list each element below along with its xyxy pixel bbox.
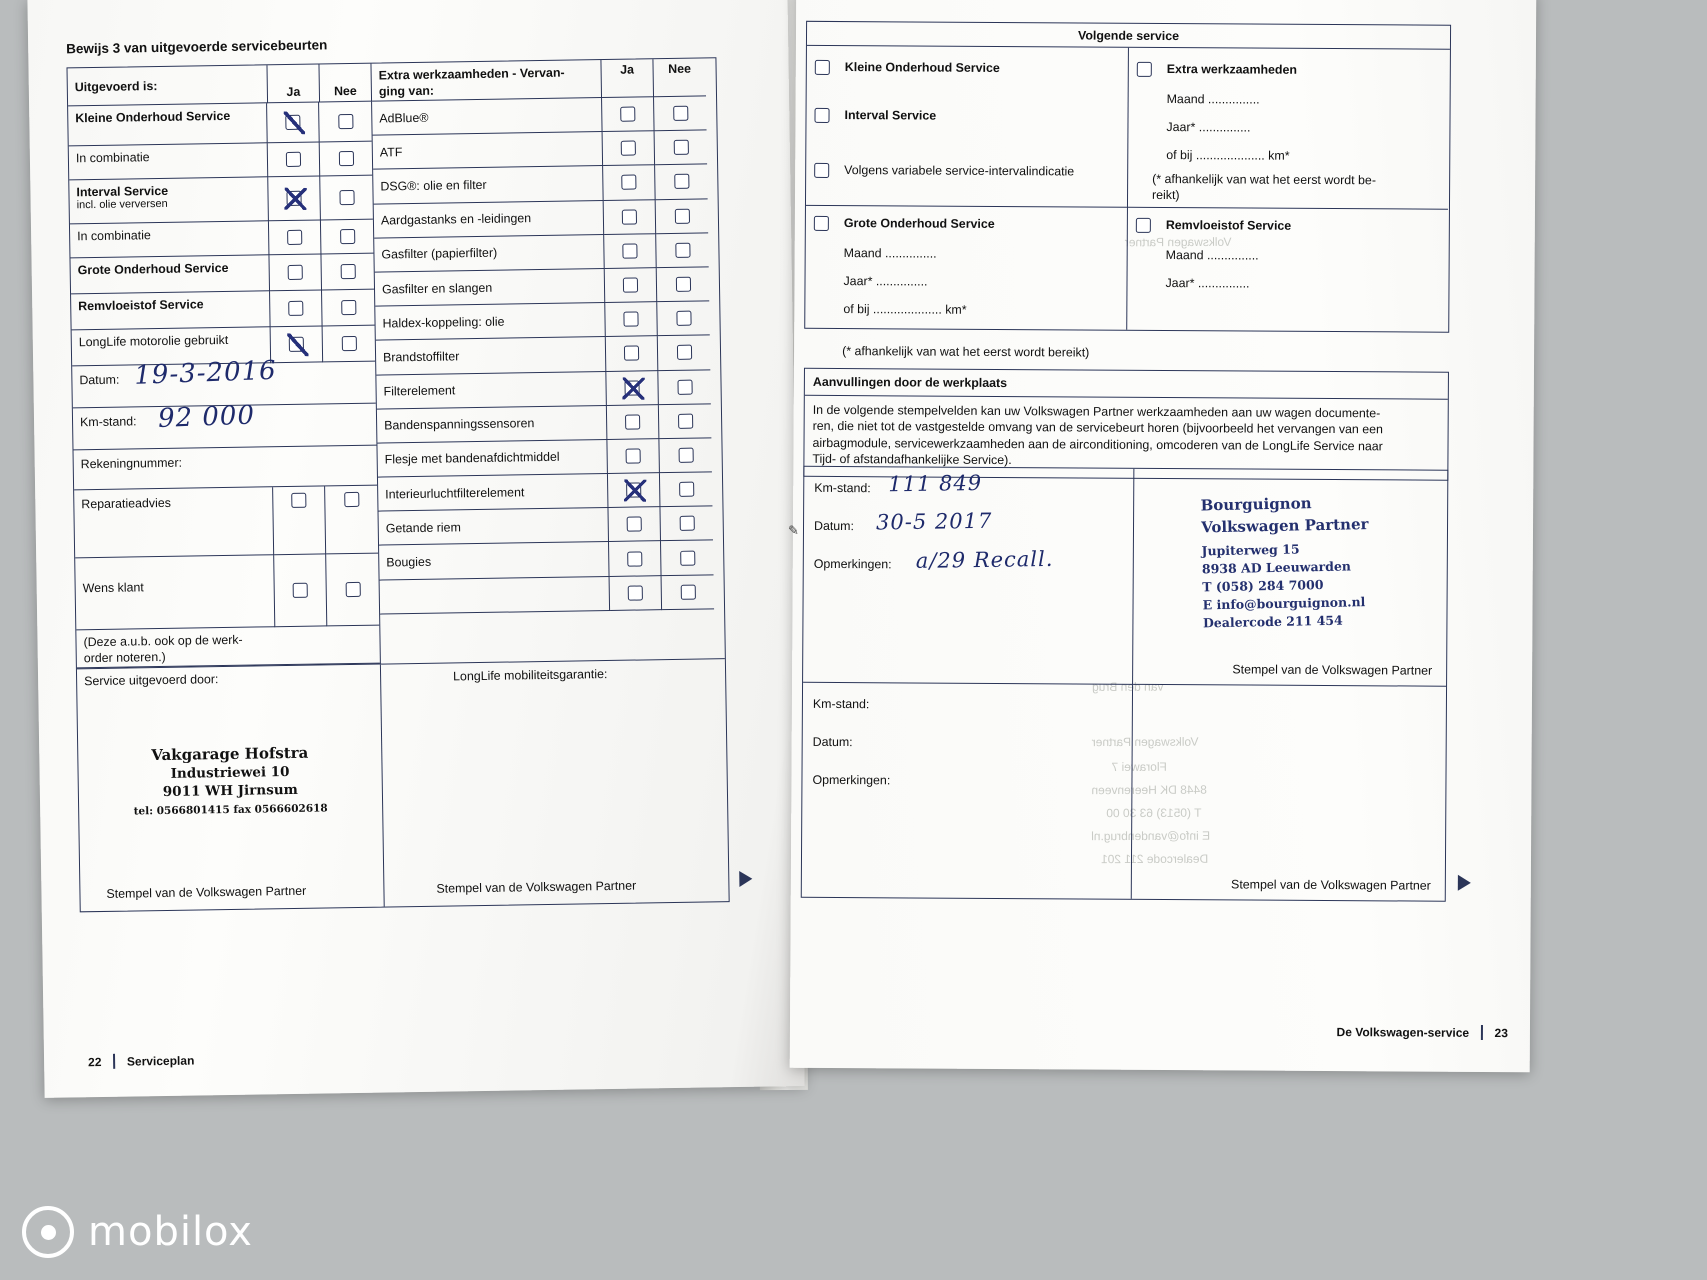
checkbox[interactable] <box>338 114 353 129</box>
reparatieadvies-nee[interactable] <box>325 486 378 555</box>
checkbox[interactable] <box>345 582 360 597</box>
entry2-km-label[interactable]: Km-stand: <box>812 696 870 712</box>
header-ja-2: Ja <box>601 59 654 98</box>
header-extra: Extra werkzaamheden - Vervan- ging van: <box>371 60 602 102</box>
header-nee-2: Nee <box>653 58 706 97</box>
aanvullingen-title: Aanvullingen door de werkplaats <box>805 369 1448 400</box>
checkbox-cell-ja[interactable] <box>603 131 656 166</box>
garage-stamp <box>78 743 382 819</box>
checkbox-cell-ja[interactable] <box>602 97 655 132</box>
extra-work-label: Flesje met bandenafdichtmiddel <box>384 450 560 467</box>
right-half <box>372 96 725 663</box>
extra-work-label-cell <box>373 132 604 170</box>
checkbox-cell-ja[interactable] <box>603 166 656 201</box>
entry1-km-value: 111 849 <box>888 470 983 497</box>
checkbox-remvloeistof[interactable] <box>1136 218 1151 238</box>
checkbox-cell-ja[interactable] <box>268 142 320 177</box>
ghost-text: Volkswagen Partner <box>1091 734 1199 750</box>
header-uitgevoerd: Uitgevoerd is: <box>68 65 269 106</box>
field-row <box>74 446 378 491</box>
checkbox-extra-werkzaamheden[interactable] <box>1137 62 1152 82</box>
right-footer-label: De Volkswagen-service <box>1336 1024 1470 1040</box>
stamp-caption-left: Stempel van de Volkswagen Partner <box>106 883 307 901</box>
extra-work-label-cell <box>376 371 607 409</box>
longlife-mobiliteit-label: LongLife mobiliteitsgarantie: <box>452 667 608 684</box>
extra-work-row <box>377 404 721 444</box>
header-ja: Ja <box>267 64 320 103</box>
extra-work-label-cell <box>375 269 606 307</box>
remvloeistof-jaar: Jaar* ............... <box>1165 276 1250 291</box>
extra-work-label-cell <box>379 542 610 580</box>
checkbox-cell-nee[interactable] <box>319 102 371 143</box>
dealer-name-2: Volkswagen Partner <box>1200 514 1369 537</box>
checkbox-interval-service[interactable] <box>814 108 829 128</box>
dealer-name-1: Bourguignon <box>1200 494 1312 515</box>
grote-jaar: Jaar* ............... <box>843 274 928 289</box>
header-nee: Nee <box>319 64 372 103</box>
interval-service-label: Interval Service <box>844 108 937 123</box>
checkbox[interactable] <box>338 151 353 166</box>
extra-work-row <box>374 233 718 273</box>
stamp-caption-right: Stempel van de Volkswagen Partner <box>436 878 637 896</box>
extra-work-label-cell <box>374 201 605 239</box>
extra-work-label-cell <box>378 474 609 512</box>
checkbox[interactable] <box>676 345 691 360</box>
stamp-band <box>77 658 729 911</box>
extra-work-label-cell <box>373 166 604 204</box>
service-label: In combinatie <box>75 150 150 166</box>
entry1-stamp <box>1133 469 1447 687</box>
checkbox[interactable] <box>341 336 356 351</box>
next-page-arrow-icon <box>739 871 752 887</box>
service-row-label <box>70 221 270 258</box>
checkbox-cell-ja[interactable] <box>604 234 657 269</box>
checkbox-cell-ja[interactable] <box>267 102 319 143</box>
checkbox-cell-ja[interactable] <box>607 439 660 474</box>
dealer-city: 8938 AD Leeuwarden <box>1201 558 1352 577</box>
checkbox[interactable] <box>624 380 639 395</box>
extra-work-row <box>373 130 717 170</box>
entry2-datum-label[interactable]: Datum: <box>812 734 853 750</box>
watermark-text: mobilox <box>88 1209 253 1255</box>
service-rows <box>68 102 375 367</box>
checkbox[interactable] <box>341 300 356 315</box>
extra-werkzaamheden-block <box>1128 48 1449 210</box>
footer-divider <box>1481 1025 1483 1040</box>
grote-ofbij: of bij .................... km* <box>843 302 967 317</box>
checkbox-cell-ja[interactable] <box>605 268 658 303</box>
extra-work-label: Aardgastanks en -leidingen <box>380 211 532 228</box>
service-row <box>69 176 373 225</box>
checkbox[interactable] <box>623 278 638 293</box>
extra-work-row <box>374 199 718 239</box>
checkbox-cell-nee[interactable] <box>321 220 373 255</box>
checkbox[interactable] <box>679 482 694 497</box>
service-proof-table <box>66 57 729 912</box>
stamp-entries-table <box>787 466 1449 902</box>
checkbox[interactable] <box>627 551 642 566</box>
checkbox[interactable] <box>625 414 640 429</box>
checkbox-cell-ja[interactable] <box>269 176 322 221</box>
checkbox-cell-ja[interactable] <box>606 371 659 406</box>
checkbox[interactable] <box>677 379 692 394</box>
kleine-onderhoud-label: Kleine Onderhoud Service <box>844 60 1000 75</box>
checkbox-cell-nee[interactable] <box>662 575 715 610</box>
remvloeistof-label: Remvloeistof Service <box>1165 218 1292 233</box>
checkbox[interactable] <box>288 301 303 316</box>
field-rows <box>72 355 377 491</box>
extra-work-label: Interieurluchtfilterelement <box>385 484 525 502</box>
checkbox-cell-ja[interactable] <box>269 220 321 255</box>
checkbox-cell-nee[interactable] <box>320 176 372 221</box>
checkbox[interactable] <box>626 448 641 463</box>
field-label: Km-stand: <box>79 414 137 430</box>
field-cell[interactable] <box>73 400 377 451</box>
checkbox[interactable] <box>620 107 635 122</box>
checkbox[interactable] <box>621 141 636 156</box>
ghost-text: T (0513) 63 30 00 <box>1106 805 1202 821</box>
garage-contact: tel: 0566801415 fax 0566602618 <box>133 802 328 818</box>
checkbox-cell-nee[interactable] <box>658 336 711 371</box>
service-sublabel: incl. olie verversen <box>76 197 168 212</box>
volgende-left-col <box>805 46 1129 330</box>
stamp-box-left <box>77 665 385 912</box>
extra-work-label-cell <box>376 337 607 375</box>
checkbox[interactable] <box>340 229 355 244</box>
extra-work-label: Gasfilter (papierfilter) <box>381 246 498 262</box>
watermark <box>22 1206 253 1258</box>
checkbox-cell-nee[interactable] <box>654 96 707 131</box>
field-value: 92 000 <box>157 400 256 435</box>
checkbox-cell-ja[interactable] <box>606 336 659 371</box>
checkbox[interactable] <box>287 230 302 245</box>
checkbox[interactable] <box>626 483 641 498</box>
wens-klant-ja[interactable] <box>275 554 328 627</box>
checkbox-cell-nee[interactable] <box>660 472 713 507</box>
checkbox-cell-nee[interactable] <box>657 267 710 302</box>
checkbox[interactable] <box>621 175 636 190</box>
remvloeistof-block <box>1124 208 1448 332</box>
service-row-label <box>69 177 269 224</box>
footer-divider <box>113 1054 115 1069</box>
left-page-heading: Bewijs 3 van uitgevoerde servicebeurten <box>66 37 328 57</box>
extra-jaar: Jaar* ............... <box>1166 120 1251 135</box>
extra-work-label: Bougies <box>386 554 432 570</box>
extra-work-row <box>375 301 719 341</box>
kleine-interval-block <box>806 46 1128 208</box>
checkbox-kleine-onderhoud[interactable] <box>815 60 830 80</box>
volgende-service-title: Volgende service <box>807 22 1450 50</box>
field-value: 19-3-2016 <box>133 355 278 391</box>
aanvullingen-text: In de volgende stempelvelden kan uw Volkswagen Partner werkzaamheden aan uw wagen documente- ren, die niet tot de vastgestelde omvang van de servicebeurt horen (bijvoorbeeld het vervangen van een airbagmodule, servicewerkzaamheden aan de airconditioning, omcoderen van de LongLife Service naar Tijd- of afstandafhankelijke Service). <box>812 402 1384 468</box>
extra-work-row <box>378 472 722 512</box>
left-half <box>68 102 381 669</box>
extra-work-label-cell <box>380 577 611 615</box>
right-page <box>787 0 1537 1072</box>
ghost-text: E info@vandenbrug.nl <box>1091 828 1211 844</box>
left-page-number: 22 <box>87 1054 102 1069</box>
checkbox-cell-ja[interactable] <box>608 507 661 542</box>
ghost-text: van den Brug <box>1092 679 1164 694</box>
service-label: LongLife motorolie gebruikt <box>78 332 229 350</box>
service-row-label <box>71 291 271 330</box>
checkbox-cell-ja[interactable] <box>610 576 663 611</box>
extra-work-row <box>376 336 720 376</box>
field-cell[interactable] <box>74 446 378 491</box>
extra-werkzaamheden-label: Extra werkzaamheden <box>1166 62 1298 77</box>
extra-work-row <box>380 575 724 615</box>
stamp-entry-1 <box>787 467 1447 687</box>
service-row <box>69 142 372 181</box>
checkbox[interactable] <box>627 517 642 532</box>
service-row <box>70 220 373 259</box>
checkbox[interactable] <box>344 492 359 507</box>
wens-klant-row <box>75 554 379 631</box>
extra-work-label-cell <box>375 303 606 341</box>
ghost-text: Dealercode 211 201 <box>1100 851 1209 867</box>
extra-work-label: Haldex-koppeling: olie <box>382 314 505 331</box>
dealer-street: Jupiterweg 15 <box>1201 540 1300 558</box>
entry1-opm-label: Opmerkingen: <box>813 556 892 572</box>
extra-work-label-cell <box>377 406 608 444</box>
checkbox-cell-nee[interactable] <box>656 233 709 268</box>
checkbox-cell-ja[interactable] <box>605 302 658 337</box>
stamp-caption-1: Stempel van de Volkswagen Partner <box>1232 662 1433 678</box>
checkbox[interactable] <box>622 209 637 224</box>
dealer-code: Dealercode 211 454 <box>1202 612 1343 631</box>
checkbox-cell-nee[interactable] <box>323 326 375 363</box>
checkbox-cell-ja[interactable] <box>604 200 657 235</box>
wens-klant-nee[interactable] <box>326 554 379 627</box>
checkbox-cell-nee[interactable] <box>655 165 708 200</box>
checkbox[interactable] <box>624 346 639 361</box>
service-label: Remvloeistof Service <box>78 297 204 314</box>
entry2-opm-label[interactable]: Opmerkingen: <box>812 772 891 788</box>
checkbox-cell-ja[interactable] <box>607 405 660 440</box>
note-cell: (Deze a.u.b. ook op de werk- order noteren.) <box>76 626 380 669</box>
checkbox[interactable] <box>287 191 302 206</box>
volgende-right-col <box>1124 48 1449 332</box>
note-row <box>76 626 380 669</box>
checkbox[interactable] <box>678 413 693 428</box>
checkbox[interactable] <box>673 106 688 121</box>
service-label: Kleine Onderhoud Service <box>75 108 231 126</box>
extra-work-row <box>376 370 720 410</box>
entry1-fields <box>787 467 1134 685</box>
checkbox[interactable] <box>286 115 301 130</box>
extra-work-label: Bandenspanningssensoren <box>384 416 535 433</box>
entry2-stamp <box>1132 685 1446 901</box>
grote-onderhoud-note: (* afhankelijk van wat het eerst wordt bereikt) <box>842 344 1090 360</box>
table-body <box>68 96 725 668</box>
right-footer <box>1337 1024 1508 1040</box>
right-page-number: 23 <box>1494 1025 1508 1040</box>
checkbox[interactable] <box>628 585 643 600</box>
service-row-label <box>70 255 270 294</box>
entry1-datum-label: Datum: <box>813 518 854 534</box>
checkbox[interactable] <box>623 312 638 327</box>
pen-mark-icon: ✎ <box>787 522 799 538</box>
ghost-text: Volkswagen Partner <box>1124 234 1232 250</box>
variabele-indicatie-label: Volgens variabele service-intervalindicatie <box>844 163 1075 179</box>
next-page-arrow-icon <box>1458 875 1471 891</box>
checkbox-cell-nee[interactable] <box>659 404 712 439</box>
service-label: Interval Service <box>76 183 169 200</box>
extra-work-row <box>377 438 721 478</box>
checkbox-variabele-indicatie[interactable] <box>814 163 829 183</box>
checkbox-grote-onderhoud[interactable] <box>814 216 829 236</box>
checkbox[interactable] <box>340 264 355 279</box>
garage-name: Vakgarage Hofstra <box>151 743 309 765</box>
service-row <box>71 290 375 331</box>
extra-work-label-cell <box>372 98 603 136</box>
checkbox[interactable] <box>674 174 689 189</box>
stamp-caption-2: Stempel van de Volkswagen Partner <box>1231 877 1431 893</box>
extra-work-row <box>379 506 723 546</box>
extra-work-row <box>379 541 723 581</box>
entry1-km-label: Km-stand: <box>814 480 871 496</box>
remvloeistof-maand: Maand ............... <box>1165 248 1259 263</box>
left-page <box>27 0 804 1098</box>
grote-maand: Maand ............... <box>843 246 937 261</box>
stamp-box-right <box>381 659 729 906</box>
garage-city: 9011 WH Jirnsum <box>162 781 299 801</box>
checkbox[interactable] <box>675 277 690 292</box>
dealer-stamp <box>1200 492 1370 632</box>
checkbox-cell-ja[interactable] <box>608 473 661 508</box>
checkbox[interactable] <box>678 448 693 463</box>
checkbox[interactable] <box>286 152 301 167</box>
volgende-service-table <box>804 21 1451 333</box>
extra-work-label: Brandstoffilter <box>382 349 460 365</box>
extra-work-label-cell <box>374 235 605 273</box>
ghost-text: Florawei 7 <box>1111 759 1167 774</box>
checkbox-cell-nee[interactable] <box>322 254 374 291</box>
checkbox-cell-nee[interactable] <box>656 199 709 234</box>
checkbox[interactable] <box>679 516 694 531</box>
entry2-fields <box>802 683 1133 899</box>
dealer-email: E info@bourguignon.nl <box>1202 594 1366 613</box>
garage-street: Industriewei 10 <box>170 764 290 782</box>
checkbox-cell-ja[interactable] <box>270 254 322 291</box>
checkbox-cell-ja[interactable] <box>609 542 662 577</box>
ghost-text: 8448 DK Heerenveen <box>1091 782 1207 798</box>
service-row <box>68 102 372 147</box>
extra-work-row <box>375 267 719 307</box>
extra-work-label: Getande riem <box>385 520 461 536</box>
checkbox-cell-nee[interactable] <box>658 370 711 405</box>
checkbox-cell-nee[interactable] <box>655 131 708 166</box>
service-label: Grote Onderhoud Service <box>77 260 229 278</box>
checkbox[interactable] <box>339 190 354 205</box>
checkbox[interactable] <box>680 584 695 599</box>
extra-work-label: Gasfilter en slangen <box>381 280 493 297</box>
checkbox-cell-nee[interactable] <box>320 142 372 177</box>
field-label: Datum: <box>79 372 120 388</box>
left-footer <box>88 1053 194 1070</box>
wens-klant-label-cell: Wens klant <box>75 555 275 630</box>
entry1-opm-value: a/29 Recall. <box>915 546 1054 573</box>
extra-work-label: Filterelement <box>383 383 456 399</box>
service-uitgevoerd-door-label: Service uitgevoerd door: <box>84 672 219 689</box>
checkbox[interactable] <box>288 265 303 280</box>
grote-onderhoud-label: Grote Onderhoud Service <box>843 216 995 231</box>
checkbox[interactable] <box>674 208 689 223</box>
mobilox-logo-icon <box>22 1206 74 1258</box>
reparatieadvies-ja[interactable] <box>273 486 326 555</box>
dealer-phone: T (058) 284 7000 <box>1202 576 1324 595</box>
checkbox-cell-nee[interactable] <box>661 541 714 576</box>
service-label: In combinatie <box>77 228 151 244</box>
extra-work-label-cell <box>377 440 608 478</box>
service-row-label <box>69 143 269 180</box>
reparatieadvies-label-cell: Reparatieadvies <box>74 487 274 558</box>
grote-onderhoud-block <box>805 206 1127 330</box>
field-label: Rekeningnummer: <box>80 455 183 472</box>
entry1-datum-value: 30-5 2017 <box>875 508 993 535</box>
checkbox[interactable] <box>622 243 637 258</box>
extra-work-row <box>372 96 716 136</box>
extra-note: (* afhankelijk van wat het eerst wordt be- reikt) <box>1152 171 1377 202</box>
checkbox-cell-nee[interactable] <box>657 301 710 336</box>
extra-work-label: ATF <box>379 144 403 160</box>
field-row <box>73 400 377 451</box>
extra-work-label: AdBlue® <box>379 110 429 126</box>
service-row-label <box>68 103 268 146</box>
checkbox-cell-ja[interactable] <box>270 290 322 327</box>
stamp-entry-2 <box>802 683 1446 901</box>
extra-work-label: DSG®: olie en filter <box>380 177 487 194</box>
checkbox[interactable] <box>680 550 695 565</box>
checkbox[interactable] <box>289 337 304 352</box>
checkbox-cell-nee[interactable] <box>322 290 374 327</box>
volgende-service-body <box>805 46 1450 332</box>
checkbox[interactable] <box>673 140 688 155</box>
checkbox[interactable] <box>293 583 308 598</box>
checkbox[interactable] <box>675 243 690 258</box>
reparatieadvies-row <box>74 486 378 559</box>
service-row <box>70 254 374 295</box>
extra-work-rows <box>372 96 724 614</box>
checkbox[interactable] <box>676 311 691 326</box>
extra-work-label-cell <box>379 508 610 546</box>
checkbox-cell-nee[interactable] <box>659 438 712 473</box>
aanvullingen-table <box>803 368 1449 480</box>
left-footer-label: Serviceplan <box>126 1053 195 1069</box>
extra-maand: Maand ............... <box>1166 92 1260 107</box>
extra-work-row <box>373 165 717 205</box>
checkbox-cell-ja[interactable] <box>271 326 323 363</box>
checkbox[interactable] <box>291 493 306 508</box>
extra-ofbij: of bij .................... km* <box>1166 148 1290 163</box>
checkbox-cell-nee[interactable] <box>660 507 713 542</box>
